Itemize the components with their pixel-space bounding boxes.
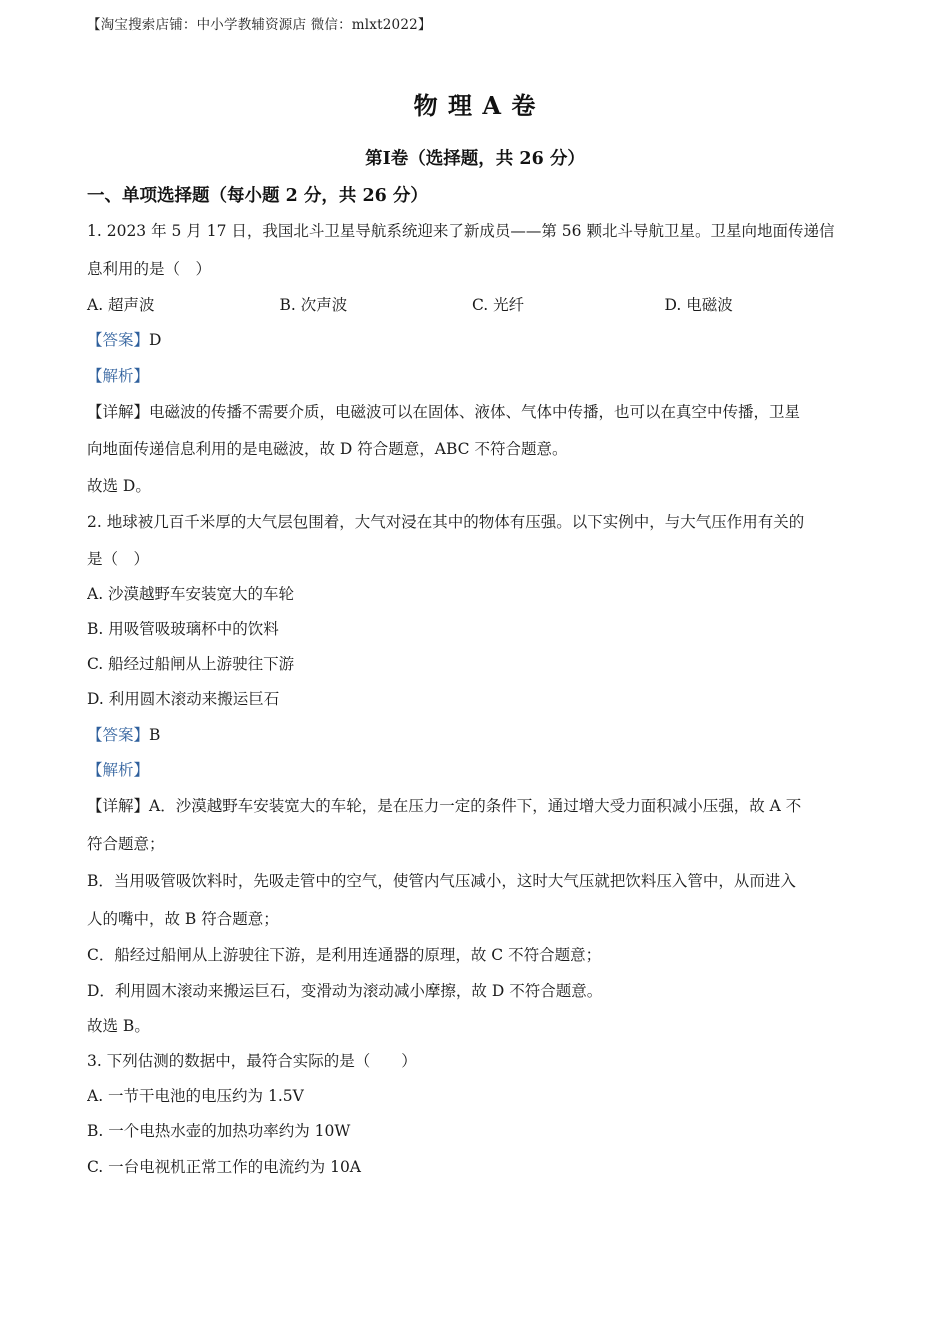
q1-answer <box>87 323 857 358</box>
q1-option-a: A. 超声波 <box>87 296 155 315</box>
q2-analysis <box>87 753 857 788</box>
q1-option-b: B. 次声波 <box>279 296 348 315</box>
q3-option-b: B. 一个电热水壶的加热功率约为 10W <box>87 1122 351 1141</box>
q1-analysis <box>87 359 857 394</box>
question-body <box>87 213 857 1185</box>
q2-detail-b-line-2: 人的嘴中，故 B 符合题意； <box>87 909 279 928</box>
q1-detail-line-2: 向地面传递信息利用的是电磁波，故 D 符合题意，ABC 不符合题意。 <box>87 440 568 459</box>
answer-tag: 【答案】 <box>87 725 150 744</box>
q2-detail-c: C．船经过船闸从上游驶往下游，是利用连通器的原理，故 C 不符合题意； <box>87 946 602 965</box>
q1-detail-line-1 <box>87 394 857 432</box>
q2-stem-line-2: 是（ ） <box>87 549 150 568</box>
q2-detail-a-line-2: 符合题意； <box>87 834 165 853</box>
q2-choose: 故选 B。 <box>87 1016 150 1035</box>
analysis-tag: 【解析】 <box>87 366 150 385</box>
q2-detail-a-line-1 <box>87 788 857 826</box>
section-heading: 一、单项选择题（每小题 2 分，共 26 分） <box>87 186 428 206</box>
q3-option-a: A. 一节干电池的电压约为 1.5V <box>87 1087 304 1106</box>
q1-detail-text-1: 电磁波的传播不需要介质，电磁波可以在固体、液体、气体中传播，也可以在真空中传播，卫星 <box>149 402 801 421</box>
q3-option-c: C. 一台电视机正常工作的电流约为 10A <box>87 1157 362 1176</box>
answer-tag: 【答案】 <box>87 331 150 350</box>
q1-options <box>87 288 857 323</box>
q2-detail-d: D．利用圆木滚动来搬运巨石，变滑动为滚动减小摩擦，故 D 不符合题意。 <box>87 981 603 1000</box>
q2-stem-line-1: 2. 地球被几百千米厚的大气层包围着，大气对浸在其中的物体有压强。以下实例中，与大气压作用有关的 <box>87 513 805 532</box>
analysis-tag: 【解析】 <box>87 760 150 779</box>
header-watermark: 【淘宝搜索店铺：中小学教辅资源店 微信：mlxt2022】 <box>87 17 432 33</box>
q2-option-c: C. 船经过船闸从上游驶往下游 <box>87 655 295 674</box>
detail-tag: 【详解】 <box>87 402 150 421</box>
q1-stem-line-1: 1. 2023 年 5 月 17 日，我国北斗卫星导航系统迎来了新成员——第 56 颗北斗导航卫星。卫星向地面传递信 <box>87 222 835 240</box>
q1-option-d: D. 电磁波 <box>664 296 733 315</box>
page-title: 物 理 A 卷 <box>413 91 537 120</box>
q1-choose: 故选 D。 <box>87 476 151 495</box>
q3-stem: 3. 下列估测的数据中，最符合实际的是（ ） <box>87 1051 417 1070</box>
q2-answer <box>87 718 857 753</box>
q2-detail-a-text-1: A．沙漠越野车安装宽大的车轮，是在压力一定的条件下，通过增大受力面积减小压强，故 A 不 <box>149 797 802 816</box>
q2-option-b: B. 用吸管吸玻璃杯中的饮料 <box>87 620 279 639</box>
q2-option-d: D. 利用圆木滚动来搬运巨石 <box>87 690 280 709</box>
q2-option-a: A. 沙漠越野车安装宽大的车轮 <box>87 584 295 603</box>
q2-detail-b-line-1: B．当用吸管吸饮料时，先吸走管中的空气，使管内气压减小，这时大气压就把饮料压入管中，从而进入 <box>87 872 796 891</box>
q1-option-c: C. 光纤 <box>472 296 525 315</box>
q1-answer-value: D <box>149 331 162 350</box>
detail-tag: 【详解】 <box>87 797 150 816</box>
q2-answer-value: B <box>149 725 161 744</box>
q1-stem-line-2: 息利用的是（ ） <box>87 259 212 278</box>
section-subtitle: 第Ⅰ卷（选择题，共 26 分） <box>365 149 585 169</box>
